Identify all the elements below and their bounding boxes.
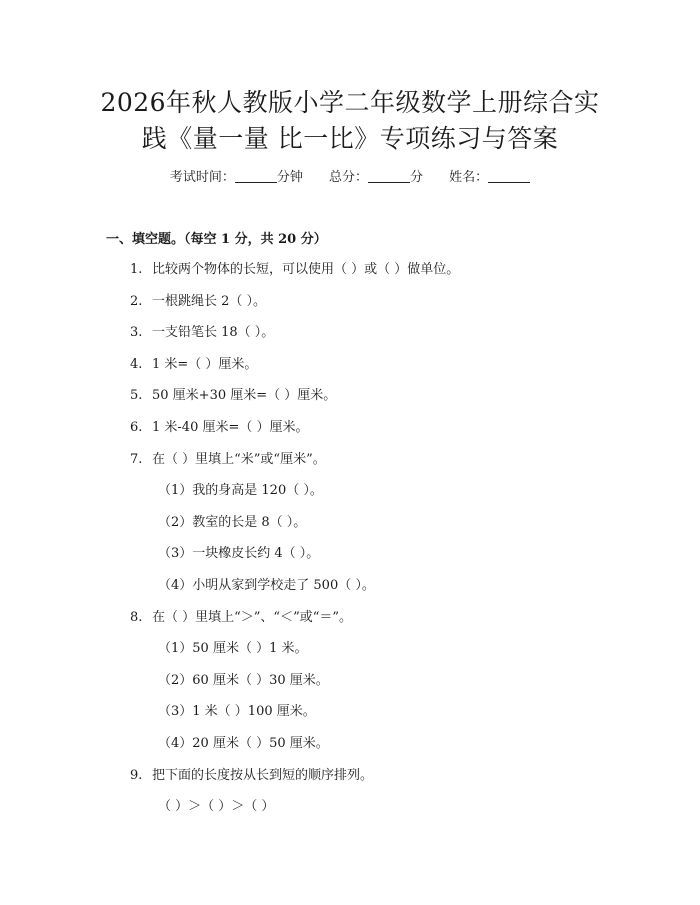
question-number: 1. <box>130 262 143 277</box>
sub-question: （4）20 厘米（ ）50 厘米。 <box>158 736 329 751</box>
question-number: 6. <box>130 420 143 435</box>
time-unit: 分钟 <box>276 170 303 185</box>
question-number: 2. <box>130 293 143 309</box>
question-text: 在（ ）里填上“米”或“厘米”。 <box>152 451 326 467</box>
question-number: 9. <box>130 767 143 783</box>
question-text: 比较两个物体的长短，可以使用（ ）或（ ）做单位。 <box>152 262 460 277</box>
question-text: 一根跳绳长 2（ ）。 <box>152 293 267 309</box>
question-number: 7. <box>130 451 143 467</box>
time-blank[interactable] <box>235 168 277 183</box>
sub-question: （ ）＞（ ）＞（ ） <box>158 799 275 815</box>
sub-question: （3）1 米（ ）100 厘米。 <box>158 704 316 720</box>
page-title-line-2: 践《量一量 比一比》专项练习与答案 <box>141 124 559 153</box>
question-item <box>130 386 336 406</box>
question-text: 50 厘米+30 厘米=（ ）厘米。 <box>152 388 337 404</box>
name-blank[interactable] <box>488 168 530 183</box>
question-item <box>130 608 352 628</box>
question-item <box>130 292 266 312</box>
question-number: 8. <box>130 609 143 625</box>
time-label: 考试时间： <box>169 170 235 185</box>
question-text: 1 米=（ ）厘米。 <box>152 356 258 372</box>
question-item <box>130 450 326 470</box>
question-item <box>130 355 257 375</box>
score-unit: 分 <box>410 170 424 185</box>
question-number: 5. <box>130 388 143 404</box>
score-blank[interactable] <box>368 168 410 183</box>
sub-question: （2）60 厘米（ ）30 厘米。 <box>158 672 329 688</box>
question-item <box>130 418 309 438</box>
sub-question: （4）小明从家到学校走了 500（ ）。 <box>158 578 375 593</box>
page-title-line-1: 2026年秋人教版小学二年级数学上册综合实 <box>100 88 600 117</box>
question-item <box>130 766 373 786</box>
score-label: 总分： <box>328 170 368 185</box>
question-number: 3. <box>130 325 143 341</box>
question-item <box>130 260 459 280</box>
sub-question: （2）教室的长是 8（ ）。 <box>158 514 307 530</box>
sub-question: （1）我的身高是 120（ ）。 <box>158 483 323 499</box>
question-text: 1 米-40 厘米=（ ）厘米。 <box>152 420 309 435</box>
question-item <box>130 323 274 343</box>
sub-question: （3）一块橡皮长约 4（ ）。 <box>158 546 320 562</box>
name-label: 姓名： <box>449 170 489 185</box>
question-number: 4. <box>130 356 143 372</box>
section-heading: 一、填空题。（每空 1 分，共 20 分） <box>106 232 327 247</box>
question-text: 一支铅笔长 18（ ）。 <box>152 325 275 341</box>
question-text: 把下面的长度按从长到短的顺序排列。 <box>152 767 374 783</box>
question-text: 在（ ）里填上“＞”、“＜”或“＝”。 <box>152 609 353 625</box>
sub-question: （1）50 厘米（ ）1 米。 <box>158 641 308 657</box>
exam-info <box>0 168 700 188</box>
